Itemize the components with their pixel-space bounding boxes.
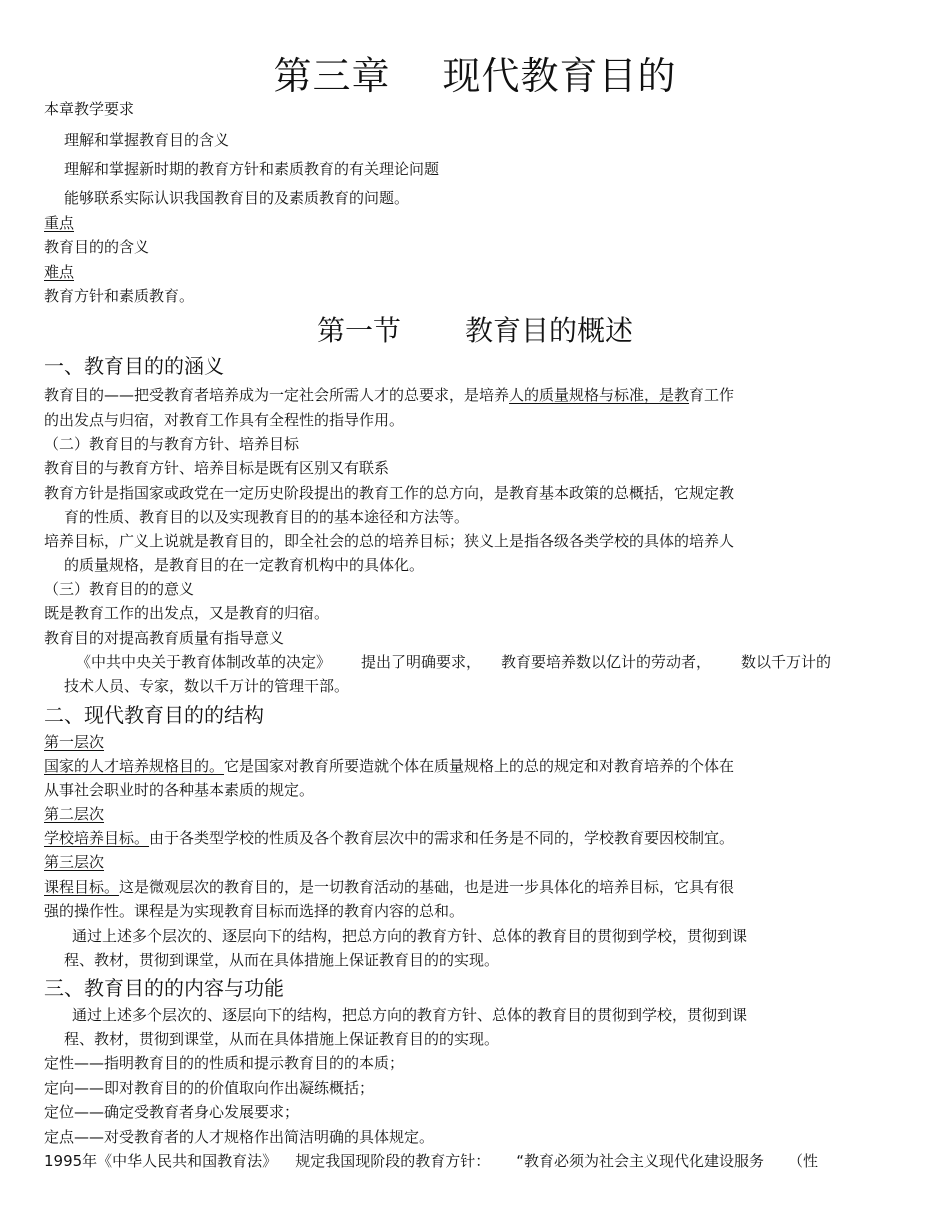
- requirement-item: 理解和掌握教育目的含义: [64, 131, 230, 149]
- function-item: 定点——对受教育者的人才规格作出简洁明确的具体规定。: [44, 1128, 435, 1146]
- part1-heading: 一、教育目的的涵义: [44, 354, 224, 378]
- paragraph-line: 强的操作性。课程是为实现教育目标而选择的教育内容的总和。: [44, 902, 465, 920]
- difficult-point-label: 难点: [44, 263, 75, 281]
- subheading: （二）教育目的与教育方针、培养目标: [44, 435, 300, 453]
- requirements-heading: 本章教学要求: [44, 100, 135, 118]
- section-title: [0, 313, 950, 349]
- paragraph-line: 教育方针是指国家或政党在一定历史阶段提出的教育工作的总方向，是教育基本政策的总概括，它规定教: [44, 484, 735, 502]
- paragraph-line: 培养目标，广义上说就是教育目的，即全社会的总的培养目标；狭义上是指各级各类学校的具体的培养人: [44, 532, 735, 550]
- paragraph-line: 既是教育工作的出发点，又是教育的归宿。: [44, 604, 330, 622]
- definition-line: 的出发点与归宿，对教育工作具有全程性的指导作用。: [44, 411, 405, 429]
- paragraph-line: 从事社会职业时的各种基本素质的规定。: [44, 781, 315, 799]
- paragraph-line: 通过上述多个层次的、逐层向下的结构，把总方向的教育方针、总体的教育目的贯彻到学校，贯彻到课: [72, 1006, 748, 1024]
- paragraph-line: 程、教材，贯彻到课堂，从而在具体措施上保证教育目的的实现。: [64, 951, 500, 969]
- paragraph-line: 程、教材，贯彻到课堂，从而在具体措施上保证教育目的的实现。: [64, 1030, 500, 1048]
- paragraph-line: 《中共中央关于教育体制改革的决定》 提出了明确要求， 教育要培养数以亿计的劳动者， 数以千万计的: [76, 653, 832, 671]
- paragraph-line: 学校培养目标。由于各类型学校的性质及各个教育层次中的需求和任务是不同的，学校教育要因校制宜。: [44, 829, 735, 847]
- paragraph-line: 技术人员、专家，数以千万计的管理干部。: [64, 677, 350, 695]
- subheading: （三）教育目的的意义: [44, 580, 195, 598]
- key-point-text: 教育目的的含义: [44, 238, 150, 256]
- paragraph-line: 育的性质、教育目的以及实现教育目的的基本途径和方法等。: [64, 508, 470, 526]
- paragraph-line: 教育目的对提高教育质量有指导意义: [44, 629, 285, 647]
- paragraph-line: 国家的人才培养规格目的。它是国家对教育所要造就个体在质量规格上的总的规定和对教育培养的个体在: [44, 757, 735, 775]
- paragraph-line: 课程目标。这是微观层次的教育目的，是一切教育活动的基础，也是进一步具体化的培养目标，它具有很: [44, 878, 735, 896]
- paragraph-line: 1995年《中华人民共和国教育法》 规定我国现阶段的教育方针： “教育必须为社会主义现代化建设服务 （性: [44, 1152, 818, 1170]
- chapter-number: 第三章: [273, 54, 391, 98]
- function-item: 定性——指明教育目的的性质和提示教育目的的本质；: [44, 1054, 405, 1072]
- level-label: 第一层次: [44, 733, 105, 751]
- requirement-item: 能够联系实际认识我国教育目的及素质教育的问题。: [64, 189, 410, 207]
- level-label: 第二层次: [44, 805, 105, 823]
- difficult-point-text: 教育方针和素质教育。: [44, 287, 195, 305]
- paragraph-line: 教育目的与教育方针、培养目标是既有区别又有联系: [44, 459, 390, 477]
- paragraph-line: 通过上述多个层次的、逐层向下的结构，把总方向的教育方针、总体的教育目的贯彻到学校，贯彻到课: [72, 927, 748, 945]
- level-label: 第三层次: [44, 853, 105, 871]
- paragraph-line: 的质量规格，是教育目的在一定教育机构中的具体化。: [64, 556, 425, 574]
- function-item: 定位——确定受教育者身心发展要求；: [44, 1103, 300, 1121]
- part3-heading: 三、教育目的的内容与功能: [44, 976, 284, 1000]
- section-number: 第一节: [316, 314, 401, 347]
- requirement-item: 理解和掌握新时期的教育方针和素质教育的有关理论问题: [64, 160, 440, 178]
- function-item: 定向——即对教育目的的价值取向作出凝练概括；: [44, 1079, 375, 1097]
- part2-heading: 二、现代教育目的的结构: [44, 703, 264, 727]
- section-name: 教育目的概述: [465, 314, 634, 347]
- chapter-title: [0, 52, 950, 100]
- key-point-label: 重点: [44, 214, 75, 232]
- definition-line: 教育目的——把受教育者培养成为一定社会所需人才的总要求，是培养人的质量规格与标准，是教育工作: [44, 386, 735, 404]
- chapter-name: 现代教育目的: [442, 54, 677, 98]
